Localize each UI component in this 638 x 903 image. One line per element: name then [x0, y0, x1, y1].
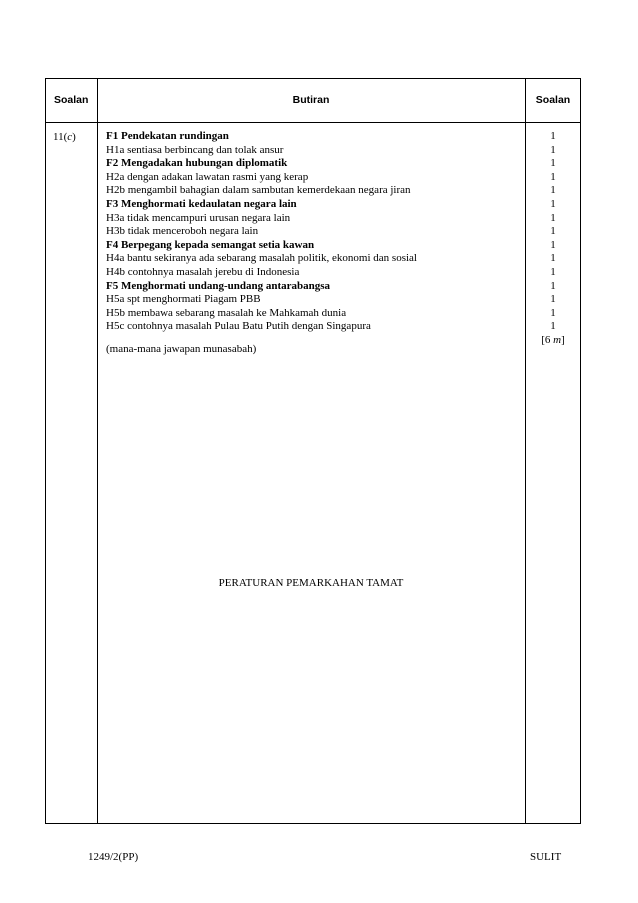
mark-value: 1	[550, 130, 556, 142]
answer-point-detail: H5b membawa sebarang masalah ke Mahkamah dunia	[106, 306, 347, 319]
column-divider-1	[97, 79, 98, 823]
answer-point-heading: F1 Pendekatan rundingan	[106, 130, 229, 142]
total-suffix: ]	[561, 333, 565, 346]
mark-value: 1	[550, 320, 556, 333]
mark-value: 1	[550, 143, 556, 156]
header-soalan-right: Soalan	[535, 94, 571, 106]
answer-point-detail: H5a spt menghormati Piagam PBB	[106, 293, 261, 306]
answer-point-heading: F3 Menghormati kedaulatan negara lain	[106, 197, 297, 210]
answer-point-detail: H1a sentiasa berbincang dan tolak ansur	[106, 143, 284, 156]
header-butiran: Butiran	[292, 94, 330, 106]
mark-value: 1	[550, 225, 556, 238]
answer-point-heading: F4 Berpegang kepada semangat setia kawan	[106, 238, 315, 251]
total-prefix: [6	[541, 333, 554, 346]
marks-column	[525, 130, 581, 348]
mark-value: 1	[550, 265, 556, 278]
mark-value: 1	[550, 293, 556, 306]
answer-details	[106, 130, 521, 355]
answer-note: (mana-mana jawapan munasabah)	[106, 342, 257, 355]
answer-point-detail: H4b contohnya masalah jerebu di Indonesia	[106, 265, 300, 278]
mark-value: 1	[550, 279, 556, 292]
end-of-scheme-text: PERATURAN PEMARKAHAN TAMAT	[218, 577, 404, 589]
question-suffix: )	[72, 131, 76, 143]
header-soalan-left: Soalan	[54, 94, 89, 106]
mark-list	[525, 130, 581, 334]
answer-point-detail: H2a dengan adakan lawatan rasmi yang kerap	[106, 170, 309, 183]
answer-point-heading: F2 Mengadakan hubungan diplomatik	[106, 157, 288, 170]
answer-point-detail: H3b tidak menceroboh negara lain	[106, 225, 259, 238]
question-number	[53, 131, 76, 143]
mark-value: 1	[550, 252, 556, 265]
paper-code: 1249/2(PP)	[88, 851, 139, 863]
question-prefix: 11(	[53, 131, 68, 143]
classification-label: SULIT	[530, 851, 562, 863]
mark-value: 1	[550, 197, 556, 210]
mark-value: 1	[550, 184, 556, 197]
question-part: c	[67, 131, 73, 143]
mark-value: 1	[550, 238, 556, 251]
marking-scheme-table	[45, 78, 581, 824]
answer-point-detail: H3a tidak mencampuri urusan negara lain	[106, 211, 291, 224]
answer-point-detail: H5c contohnya masalah Pulau Batu Putih dengan Singapura	[106, 320, 371, 333]
answer-point-detail: H4a bantu sekiranya ada sebarang masalah politik, ekonomi dan sosial	[106, 252, 417, 265]
mark-value: 1	[550, 170, 556, 183]
header-divider	[46, 122, 580, 123]
answer-point-detail: H2b mengambil bahagian dalam sambutan kemerdekaan negara jiran	[106, 184, 411, 197]
total-marks	[525, 334, 581, 348]
mark-value: 1	[550, 306, 556, 319]
mark-value: 1	[550, 157, 556, 170]
total-unit: m	[553, 333, 562, 346]
mark-value: 1	[550, 211, 556, 224]
answer-lines	[106, 130, 521, 334]
answer-point-heading: F5 Menghormati undang-undang antarabangsa	[106, 279, 331, 292]
